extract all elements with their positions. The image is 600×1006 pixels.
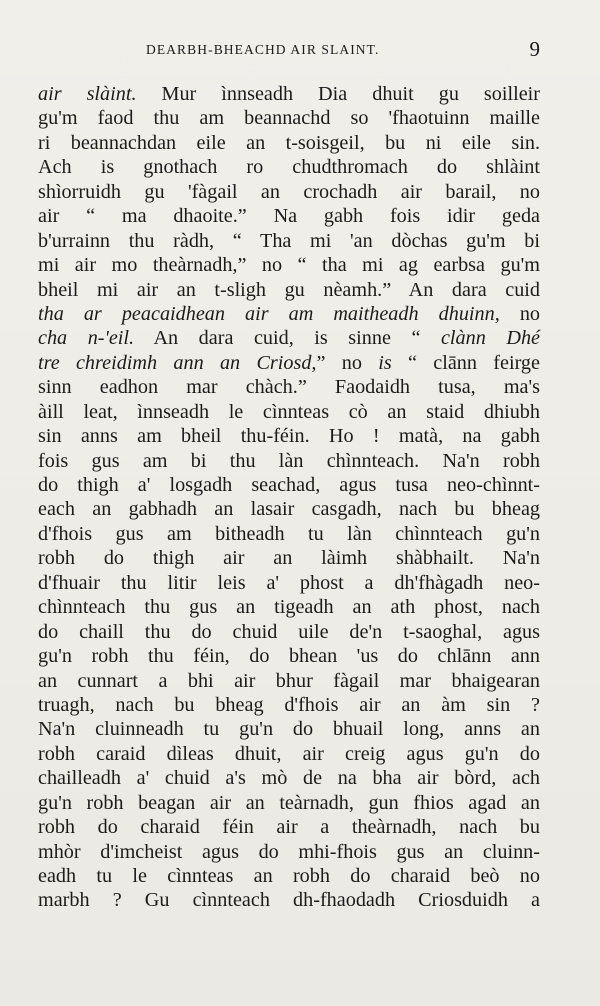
running-head — [40, 38, 540, 62]
page-number: 9 — [529, 37, 540, 61]
text-segment: no — [499, 302, 540, 325]
text-line — [38, 229, 540, 253]
italic-text-segment: air slàint. — [38, 83, 137, 105]
text-segment: sinn eadhon mar chàch.” Faodaidh tusa, ma's — [38, 376, 540, 399]
text-line — [38, 497, 540, 521]
text-line — [38, 864, 540, 888]
text-line — [38, 180, 540, 204]
text-segment: gu'n robh thu féin, do bhean 'us do chlānn ann — [38, 645, 540, 668]
text-segment: d'fhois gus am bitheadh tu làn chìnnteach gu'n — [38, 522, 540, 545]
text-segment: an cunnart a bhi air bhur fàgail mar bhaigearan — [38, 669, 540, 692]
text-segment: robh do thigh air an làimh shàbhailt. Na'n — [38, 547, 540, 570]
text-segment: marbh ? Gu cìnnteach dh-fhaodadh Criosduidh a — [38, 889, 540, 912]
text-line — [38, 155, 540, 179]
italic-text-segment: is — [378, 351, 392, 374]
text-line — [38, 620, 540, 644]
text-segment: robh caraid dìleas dhuit, air creig agus gu'n do — [38, 742, 540, 765]
text-line — [38, 522, 540, 546]
text-segment: àill leat, ìnnseadh le cìnnteas cò an staid dhiubh — [38, 400, 540, 423]
text-segment: fois gus am bi thu làn chìnnteach. Na'n robh — [38, 449, 540, 472]
text-line — [38, 424, 540, 448]
text-line — [38, 717, 540, 741]
text-line — [38, 766, 540, 790]
text-line — [38, 546, 540, 570]
text-segment: An dara cuid, is sinne “ — [134, 327, 441, 350]
text-segment: sin anns am bheil thu-féin. Ho ! matà, na gabh — [38, 425, 540, 448]
text-line — [38, 82, 540, 106]
text-segment: truagh, nach bu bheag d'fhois air an àm sin ? — [38, 693, 540, 716]
text-segment: d'fhuair thu litir leis a' phost a dh'fhàgadh neo- — [38, 571, 540, 594]
italic-text-segment: tre chreidimh ann an Criosd, — [38, 351, 317, 374]
text-segment: ” no — [316, 351, 379, 374]
text-line — [38, 644, 540, 668]
text-segment: eadh tu le cìnnteas an robh do charaid beò no — [38, 865, 540, 887]
italic-text-segment: clànn Dhé — [440, 327, 540, 350]
text-line — [38, 693, 540, 717]
text-segment: gu'n robh beagan air an teàrnadh, gun fhios agad an — [38, 791, 540, 814]
text-line — [38, 791, 540, 815]
text-segment: Ach is gnothach ro chudthromach do shlàint — [38, 156, 540, 179]
text-segment: chailleadh a' chuid a's mò de na bha air bòrd, ach — [38, 767, 540, 790]
text-segment: shìorruidh gu 'fàgail an crochadh air barail, no — [38, 180, 540, 203]
text-segment: robh do charaid féin air a theàrnadh, nach bu — [38, 816, 540, 839]
text-segment: Mur ìnnseadh Dia dhuit gu soilleir — [136, 83, 540, 105]
running-head-title: DEARBH-BHEACHD AIR SLAINT. — [146, 42, 380, 57]
text-segment: Na'n cluinneadh tu gu'n do bhuail long, anns an — [38, 718, 540, 741]
text-line — [38, 302, 540, 326]
text-line — [38, 669, 540, 693]
text-line — [38, 131, 540, 155]
text-line — [38, 375, 540, 399]
text-line — [38, 106, 540, 130]
text-segment: b'urrainn thu ràdh, “ Tha mi 'an dòchas gu'm bi — [38, 229, 540, 252]
text-line — [38, 351, 540, 375]
text-line — [38, 204, 540, 228]
text-segment: “ clānn feirge — [391, 351, 540, 374]
text-segment: ri beannachdan eile an t-soisgeil, bu ni eile sin. — [38, 131, 540, 154]
text-line — [38, 326, 540, 350]
text-line — [38, 449, 540, 473]
text-line — [38, 253, 540, 277]
text-line — [38, 400, 540, 424]
text-segment: chìnnteach thu gus an tigeadh an ath phost, nach — [38, 596, 540, 619]
text-line — [38, 473, 540, 497]
text-segment: do thigh a' losgadh seachad, agus tusa neo-chìnnt- — [38, 474, 540, 496]
text-line — [38, 742, 540, 766]
text-segment: gu'm faod thu am beannachd so 'fhaotuinn maille — [38, 107, 540, 130]
body-text — [38, 82, 540, 913]
text-segment: bheil mi air an t-sligh gu nèamh.” An dara cuid — [38, 278, 540, 301]
text-line — [38, 278, 540, 302]
text-segment: mi air mo theàrnadh,” no “ tha mi ag earbsa gu'm — [38, 254, 540, 277]
text-segment: do chaill thu do chuid uile de'n t-saoghal, agus — [38, 620, 540, 643]
italic-text-segment: tha ar peacaidhean air am maitheadh dhuinn, — [38, 302, 500, 325]
text-line — [38, 888, 540, 912]
text-segment: air “ ma dhaoite.” Na gabh fois idir geda — [38, 205, 540, 228]
text-line — [38, 571, 540, 595]
text-line — [38, 815, 540, 839]
text-line — [38, 595, 540, 619]
italic-text-segment: cha n-'eil. — [38, 327, 135, 350]
text-segment: mhòr d'imcheist agus do mhi-fhois gus an cluinn- — [38, 840, 540, 863]
text-segment: each an gabhadh an lasair casgadh, nach bu bheag — [38, 498, 540, 521]
text-line — [38, 840, 540, 864]
